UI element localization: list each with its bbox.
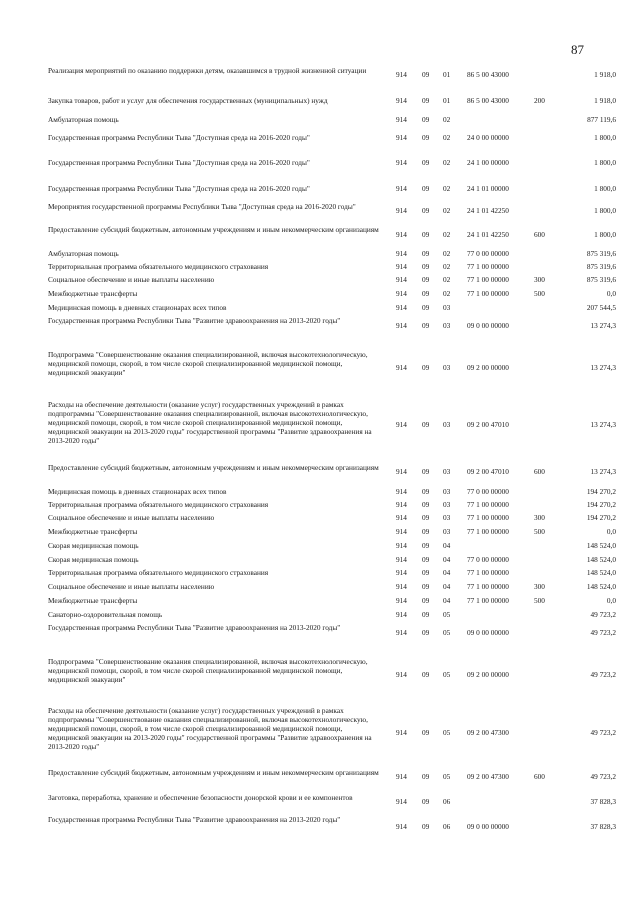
- row-sum: 49 723,2: [590, 628, 616, 637]
- row-sum: 1 800,0: [594, 133, 616, 142]
- row-pr: 05: [443, 628, 451, 637]
- row-ved: 914: [396, 96, 407, 105]
- row-name: Государственная программа Республики Тыва "Доступная среда на 2016-2020 годы": [48, 158, 310, 167]
- row-sum: 875 319,6: [586, 262, 616, 271]
- row-ved: 914: [396, 500, 407, 509]
- row-sum: 13 274,3: [590, 363, 616, 372]
- row-ved: 914: [396, 822, 407, 831]
- row-name: Подпрограмма "Совершенствование оказания специализированной, включая высокотехнологическую, медицинской помощи, скорой, в том числе скорой специализированной медицинской помощи, медицинской эвакуации": [48, 350, 368, 377]
- row-name: Территориальная программа обязательного медицинского страхования: [48, 568, 269, 577]
- row-pr: 01: [443, 70, 451, 79]
- row-csr: 77 1 00 00000: [467, 289, 509, 298]
- row-pr: 02: [443, 115, 451, 124]
- row-ved: 914: [396, 772, 407, 781]
- row-pr: 03: [443, 467, 451, 476]
- row-rz: 09: [422, 822, 430, 831]
- row-sum: 875 319,6: [586, 275, 616, 284]
- row-rz: 09: [422, 527, 430, 536]
- row-sum: 1 918,0: [594, 70, 616, 79]
- row-ved: 914: [396, 467, 407, 476]
- row-rz: 09: [422, 96, 430, 105]
- row-ved: 914: [396, 527, 407, 536]
- row-csr: 09 2 00 00000: [467, 670, 509, 679]
- row-sum: 148 524,0: [586, 541, 616, 550]
- row-sum: 148 524,0: [586, 582, 616, 591]
- row-sum: 875 319,6: [586, 249, 616, 258]
- row-ved: 914: [396, 487, 407, 496]
- row-pr: 04: [443, 555, 451, 564]
- row-ved: 914: [396, 321, 407, 330]
- row-sum: 207 544,5: [586, 303, 616, 312]
- row-sum: 194 270,2: [586, 500, 616, 509]
- row-pr: 02: [443, 230, 451, 239]
- row-csr: 77 1 00 00000: [467, 527, 509, 536]
- row-ved: 914: [396, 596, 407, 605]
- row-vr: 300: [534, 582, 545, 591]
- row-pr: 03: [443, 420, 451, 429]
- row-pr: 02: [443, 184, 451, 193]
- row-name: Подпрограмма "Совершенствование оказания специализированной, включая высокотехнологическую, медицинской помощи, скорой, в том числе скорой специализированной медицинской помощи, медицинской эвакуации": [48, 657, 368, 684]
- row-sum: 194 270,2: [586, 513, 616, 522]
- row-pr: 03: [443, 363, 451, 372]
- row-pr: 03: [443, 321, 451, 330]
- row-rz: 09: [422, 289, 430, 298]
- row-pr: 04: [443, 568, 451, 577]
- row-pr: 01: [443, 96, 451, 105]
- row-ved: 914: [396, 249, 407, 258]
- row-rz: 09: [422, 275, 430, 284]
- row-name: Государственная программа Республики Тыва "Доступная среда на 2016-2020 годы": [48, 184, 310, 193]
- row-csr: 09 0 00 00000: [467, 822, 509, 831]
- row-csr: 24 1 01 42250: [467, 230, 509, 239]
- row-name: Государственная программа Республики Тыва "Развитие здравоохранения на 2013-2020 годы": [48, 316, 341, 325]
- row-rz: 09: [422, 303, 430, 312]
- row-name: Межбюджетные трансферты: [48, 596, 138, 605]
- row-vr: 300: [534, 513, 545, 522]
- row-vr: 600: [534, 467, 545, 476]
- row-name: Предоставление субсидий бюджетным, автономным учреждениям и иным некоммерческим организациям: [48, 225, 379, 234]
- row-sum: 1 800,0: [594, 230, 616, 239]
- row-rz: 09: [422, 610, 430, 619]
- row-csr: 77 0 00 00000: [467, 249, 509, 258]
- row-ved: 914: [396, 670, 407, 679]
- row-pr: 05: [443, 772, 451, 781]
- row-ved: 914: [396, 115, 407, 124]
- row-name: Скорая медицинская помощь: [48, 541, 139, 550]
- row-ved: 914: [396, 513, 407, 522]
- row-rz: 09: [422, 797, 430, 806]
- row-name: Государственная программа Республики Тыва "Развитие здравоохранения на 2013-2020 годы": [48, 815, 341, 824]
- row-sum: 37 828,3: [590, 822, 616, 831]
- row-csr: 09 2 00 00000: [467, 363, 509, 372]
- row-pr: 05: [443, 670, 451, 679]
- row-name: Территориальная программа обязательного медицинского страхования: [48, 500, 269, 509]
- row-csr: 24 1 01 42250: [467, 206, 509, 215]
- row-csr: 77 1 00 00000: [467, 568, 509, 577]
- row-name: Амбулаторная помощь: [48, 115, 119, 124]
- row-rz: 09: [422, 158, 430, 167]
- row-sum: 0,0: [606, 289, 616, 298]
- row-sum: 49 723,2: [590, 772, 616, 781]
- row-ved: 914: [396, 568, 407, 577]
- row-rz: 09: [422, 500, 430, 509]
- row-rz: 09: [422, 184, 430, 193]
- row-ved: 914: [396, 70, 407, 79]
- row-name: Государственная программа Республики Тыва "Доступная среда на 2016-2020 годы": [48, 133, 310, 142]
- row-sum: 37 828,3: [590, 797, 616, 806]
- row-sum: 0,0: [606, 527, 616, 536]
- row-csr: 77 0 00 00000: [467, 555, 509, 564]
- row-rz: 09: [422, 321, 430, 330]
- row-pr: 03: [443, 527, 451, 536]
- row-pr: 06: [443, 822, 451, 831]
- row-ved: 914: [396, 582, 407, 591]
- row-name: Реализация мероприятий по оказанию поддержки детям, оказавшимся в трудной жизненной ситуации: [48, 66, 367, 75]
- row-ved: 914: [396, 420, 407, 429]
- row-pr: 03: [443, 500, 451, 509]
- row-sum: 49 723,2: [590, 670, 616, 679]
- row-csr: 77 1 00 00000: [467, 275, 509, 284]
- row-pr: 06: [443, 797, 451, 806]
- row-pr: 04: [443, 541, 451, 550]
- row-rz: 09: [422, 230, 430, 239]
- row-pr: 02: [443, 206, 451, 215]
- row-pr: 03: [443, 513, 451, 522]
- row-sum: 1 800,0: [594, 158, 616, 167]
- row-name: Медицинская помощь в дневных стационарах всех типов: [48, 303, 227, 312]
- row-vr: 500: [534, 596, 545, 605]
- row-pr: 03: [443, 487, 451, 496]
- row-rz: 09: [422, 728, 430, 737]
- row-rz: 09: [422, 487, 430, 496]
- row-ved: 914: [396, 230, 407, 239]
- row-ved: 914: [396, 206, 407, 215]
- row-name: Предоставление субсидий бюджетным, автономным учреждениям и иным некоммерческим организациям: [48, 768, 379, 777]
- row-rz: 09: [422, 541, 430, 550]
- row-rz: 09: [422, 115, 430, 124]
- row-rz: 09: [422, 133, 430, 142]
- row-pr: 02: [443, 289, 451, 298]
- row-rz: 09: [422, 596, 430, 605]
- row-sum: 13 274,3: [590, 321, 616, 330]
- row-sum: 49 723,2: [590, 610, 616, 619]
- row-pr: 05: [443, 610, 451, 619]
- row-rz: 09: [422, 70, 430, 79]
- row-name: Расходы на обеспечение деятельности (оказание услуг) государственных учреждений в рамках подпрограммы "Совершенствование оказания специализированной, включая высокотехнологическую, медицинской помощи, скорой, в том числе скорой специализированной медицинской помощи, медицинской эвакуации на 2013-2020 годы" государственной программы "Развитие здравоохранения на 2013-2020 годы": [48, 400, 372, 445]
- row-csr: 77 1 00 00000: [467, 262, 509, 271]
- row-csr: 09 0 00 00000: [467, 628, 509, 637]
- row-sum: 148 524,0: [586, 568, 616, 577]
- row-ved: 914: [396, 303, 407, 312]
- row-pr: 02: [443, 249, 451, 258]
- row-vr: 600: [534, 230, 545, 239]
- row-rz: 09: [422, 568, 430, 577]
- row-rz: 09: [422, 249, 430, 258]
- row-ved: 914: [396, 628, 407, 637]
- row-vr: 200: [534, 96, 545, 105]
- row-csr: 24 1 01 00000: [467, 184, 509, 193]
- row-sum: 148 524,0: [586, 555, 616, 564]
- row-ved: 914: [396, 555, 407, 564]
- row-ved: 914: [396, 275, 407, 284]
- row-ved: 914: [396, 158, 407, 167]
- row-name: Санаторно-оздоровительная помощь: [48, 610, 163, 619]
- row-sum: 13 274,3: [590, 420, 616, 429]
- row-pr: 05: [443, 728, 451, 737]
- row-name: Территориальная программа обязательного медицинского страхования: [48, 262, 269, 271]
- row-sum: 13 274,3: [590, 467, 616, 476]
- row-name: Предоставление субсидий бюджетным, автономным учреждениям и иным некоммерческим организациям: [48, 463, 379, 472]
- row-pr: 04: [443, 582, 451, 591]
- row-vr: 600: [534, 772, 545, 781]
- row-rz: 09: [422, 262, 430, 271]
- row-ved: 914: [396, 184, 407, 193]
- row-name: Скорая медицинская помощь: [48, 555, 139, 564]
- row-csr: 77 1 00 00000: [467, 500, 509, 509]
- row-name: Мероприятия государственной программы Республики Тыва "Доступная среда на 2016-2020 годы": [48, 202, 356, 211]
- row-name: Социальное обеспечение и иные выплаты населению: [48, 582, 215, 591]
- row-name: Межбюджетные трансферты: [48, 527, 138, 536]
- row-csr: 09 2 00 47010: [467, 467, 509, 476]
- row-csr: 09 2 00 47300: [467, 728, 509, 737]
- row-sum: 1 800,0: [594, 206, 616, 215]
- row-pr: 02: [443, 275, 451, 284]
- row-pr: 04: [443, 596, 451, 605]
- page-number: 87: [571, 42, 584, 57]
- row-csr: 24 1 00 00000: [467, 158, 509, 167]
- row-ved: 914: [396, 610, 407, 619]
- row-csr: 77 1 00 00000: [467, 513, 509, 522]
- row-rz: 09: [422, 555, 430, 564]
- row-ved: 914: [396, 728, 407, 737]
- row-sum: 1 918,0: [594, 96, 616, 105]
- row-csr: 86 5 00 43000: [467, 96, 509, 105]
- row-name: Государственная программа Республики Тыва "Развитие здравоохранения на 2013-2020 годы": [48, 623, 341, 632]
- row-name: Межбюджетные трансферты: [48, 289, 138, 298]
- row-sum: 877 119,6: [587, 115, 616, 124]
- row-csr: 09 2 00 47300: [467, 772, 509, 781]
- row-csr: 09 0 00 00000: [467, 321, 509, 330]
- row-rz: 09: [422, 628, 430, 637]
- row-vr: 300: [534, 275, 545, 284]
- row-pr: 03: [443, 303, 451, 312]
- row-ved: 914: [396, 797, 407, 806]
- row-rz: 09: [422, 772, 430, 781]
- row-name: Закупка товаров, работ и услуг для обеспечения государственных (муниципальных) нужд: [48, 96, 328, 105]
- row-pr: 02: [443, 133, 451, 142]
- row-ved: 914: [396, 363, 407, 372]
- row-pr: 02: [443, 158, 451, 167]
- row-name: Расходы на обеспечение деятельности (оказание услуг) государственных учреждений в рамках подпрограммы "Совершенствование оказания специализированной, включая высокотехнологическую, медицинской помощи, скорой, в том числе скорой специализированной медицинской помощи, медицинской эвакуации на 2013-2020 годы" государственной программы "Развитие здравоохранения на 2013-2020 годы": [48, 706, 372, 751]
- row-name: Амбулаторная помощь: [48, 249, 119, 258]
- row-csr: 86 5 00 43000: [467, 70, 509, 79]
- row-csr: 77 0 00 00000: [467, 487, 509, 496]
- row-ved: 914: [396, 133, 407, 142]
- row-ved: 914: [396, 541, 407, 550]
- row-sum: 0,0: [606, 596, 616, 605]
- row-rz: 09: [422, 363, 430, 372]
- row-rz: 09: [422, 513, 430, 522]
- row-csr: 09 2 00 47010: [467, 420, 509, 429]
- row-rz: 09: [422, 467, 430, 476]
- row-name: Медицинская помощь в дневных стационарах всех типов: [48, 487, 227, 496]
- row-vr: 500: [534, 527, 545, 536]
- row-sum: 194 270,2: [586, 487, 616, 496]
- row-name: Заготовка, переработка, хранение и обеспечение безопасности донорской крови и ее компонентов: [48, 793, 353, 802]
- row-pr: 02: [443, 262, 451, 271]
- row-rz: 09: [422, 670, 430, 679]
- row-rz: 09: [422, 582, 430, 591]
- row-csr: 77 1 00 00000: [467, 596, 509, 605]
- row-name: Социальное обеспечение и иные выплаты населению: [48, 275, 215, 284]
- row-sum: 1 800,0: [594, 184, 616, 193]
- row-csr: 77 1 00 00000: [467, 582, 509, 591]
- row-ved: 914: [396, 262, 407, 271]
- row-sum: 49 723,2: [590, 728, 616, 737]
- row-rz: 09: [422, 206, 430, 215]
- row-csr: 24 0 00 00000: [467, 133, 509, 142]
- row-ved: 914: [396, 289, 407, 298]
- row-rz: 09: [422, 420, 430, 429]
- row-vr: 500: [534, 289, 545, 298]
- row-name: Социальное обеспечение и иные выплаты населению: [48, 513, 215, 522]
